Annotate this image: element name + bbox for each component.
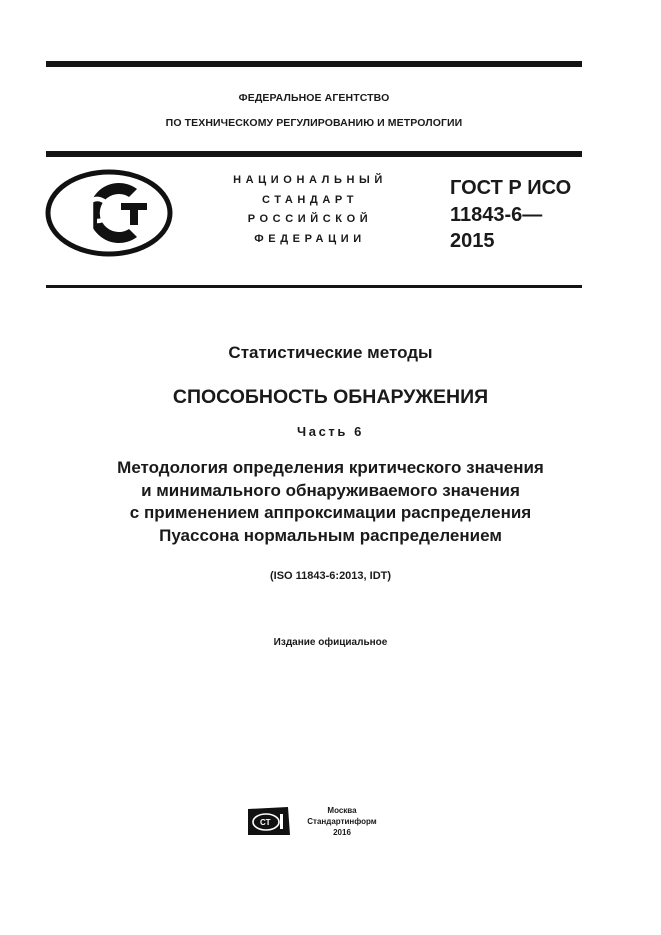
national-standard-line: СТАНДАРТ: [261, 193, 359, 206]
svg-text:СТ: СТ: [260, 818, 271, 827]
standard-block-bottom-rule: [46, 285, 582, 288]
header-bottom-rule: [46, 151, 582, 157]
standartinform-logo-icon: [247, 806, 291, 836]
national-standard-line: ФЕДЕРАЦИИ: [254, 232, 366, 245]
iso-reference: (ISO 11843-6:2013, IDT): [269, 570, 392, 582]
long-title-line: Пуассона нормальным распределением: [159, 525, 502, 545]
national-standard-line: РОССИЙСКОЙ: [247, 213, 373, 225]
document-long-title: [0, 457, 661, 547]
long-title-line: Методология определения критического значения: [117, 458, 544, 477]
document-subtitle: Статистические методы: [228, 343, 433, 362]
document-part: Часть 6: [297, 424, 364, 439]
gost-r-logo-icon: [45, 169, 173, 257]
designation-line: 2015: [450, 230, 495, 252]
long-title-line: с применением аппроксимации распределения: [129, 503, 532, 522]
publisher-city: Москва: [327, 806, 357, 815]
designation-line: ГОСТ Р ИСО: [450, 177, 572, 199]
designation-line: 11843-6—: [450, 203, 543, 226]
publisher-info: [296, 805, 388, 838]
publisher-name: Стандартинформ: [307, 817, 377, 826]
publication-year: 2016: [333, 828, 351, 837]
agency-name-line-1: ФЕДЕРАЛЬНОЕ АГЕНТСТВО: [238, 92, 390, 104]
edition-label: Издание официальное: [273, 637, 388, 648]
national-standard-line: НАЦИОНАЛЬНЫЙ: [233, 174, 387, 186]
top-rule: [46, 61, 582, 67]
agency-name-line-2: ПО ТЕХНИЧЕСКОМУ РЕГУЛИРОВАНИЮ И МЕТРОЛОГИИ: [165, 117, 463, 129]
long-title-line: и минимального обнаруживаемого значения: [141, 480, 520, 500]
national-standard-label: [200, 171, 420, 249]
document-main-title: СПОСОБНОСТЬ ОБНАРУЖЕНИЯ: [172, 386, 489, 408]
standard-designation: [450, 175, 571, 255]
